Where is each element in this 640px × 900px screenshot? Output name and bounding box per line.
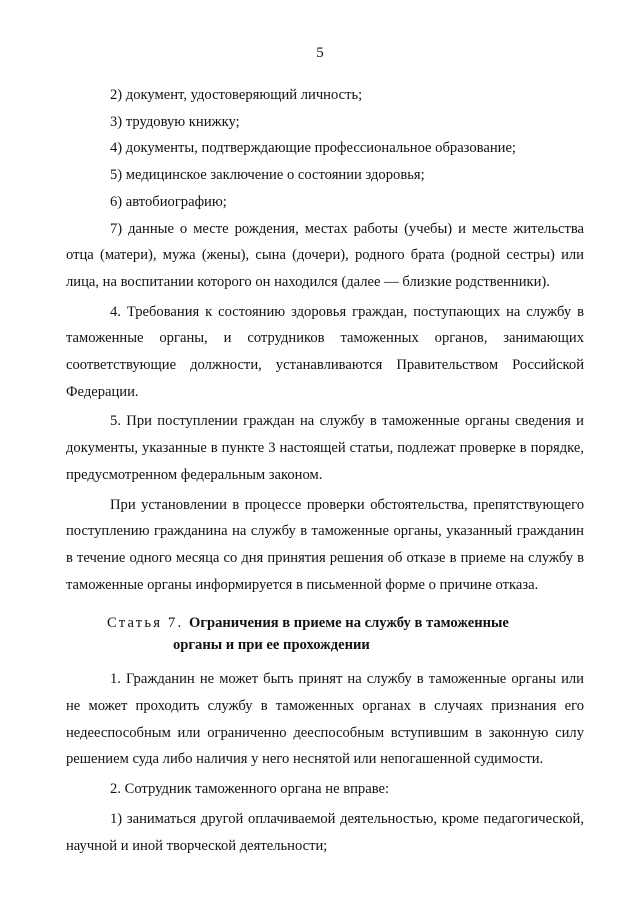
list-item: 4) документы, подтверждающие профессиональное образование; [110, 140, 516, 157]
paragraph: 1) заниматься другой оплачиваемой деятельностью, кроме педагогической, научной и иной творческой деятельности; [66, 810, 584, 854]
page-number: 5 [316, 45, 324, 61]
list-item: 3) трудовую книжку; [110, 113, 240, 130]
article-heading [66, 612, 584, 656]
list-item: 6) автобиографию; [110, 193, 227, 210]
list-item: 7) данные о месте рождения, местах работы (учебы) и месте жительства отца (матери), мужа (жены), сына (дочери), родного брата (родной сестры) или лица, на воспитании которого он находился (далее — близкие родственники). [66, 220, 584, 290]
paragraph: 4. Требования к состоянию здоровья граждан, поступающих на службу в таможенные органы, и сотрудников таможенных органов, занимающих соответствующие должности, устанавливаются Правительством Российской Федерации. [66, 303, 584, 400]
article-title-line2: органы и при ее прохождении [173, 637, 370, 654]
list-item: 2) документ, удостоверяющий личность; [110, 87, 363, 103]
document-body [66, 82, 584, 859]
paragraph: 2. Сотрудник таможенного органа не вправе: [110, 781, 390, 798]
list-item: 5) медицинское заключение о состоянии здоровья; [110, 167, 425, 184]
article-title-line1: Ограничения в приеме на службу в таможенные [189, 615, 509, 632]
paragraph: 1. Гражданин не может быть принят на службу в таможенные органы или не может проходить службу в таможенных органах в случаях признания его недееспособным или ограниченно дееспособным вступившим в законную силу решением суда либо наличия у него неснятой или непогашенной судимости. [66, 671, 584, 768]
paragraph: При установлении в процессе проверки обстоятельства, препятствующего поступлению гражданина на службу в таможенные органы, указанный гражданин в течение одного месяца со дня принятия решения об отказе в приеме на службу в таможенные органы информируется в письменной форме о причине отказа. [66, 496, 584, 593]
paragraph: 5. При поступлении граждан на службу в таможенные органы сведения и документы, указанные в пункте 3 настоящей статьи, подлежат проверке в порядке, предусмотренном федеральным законом. [66, 413, 584, 483]
article-number: Статья 7. [107, 615, 184, 632]
